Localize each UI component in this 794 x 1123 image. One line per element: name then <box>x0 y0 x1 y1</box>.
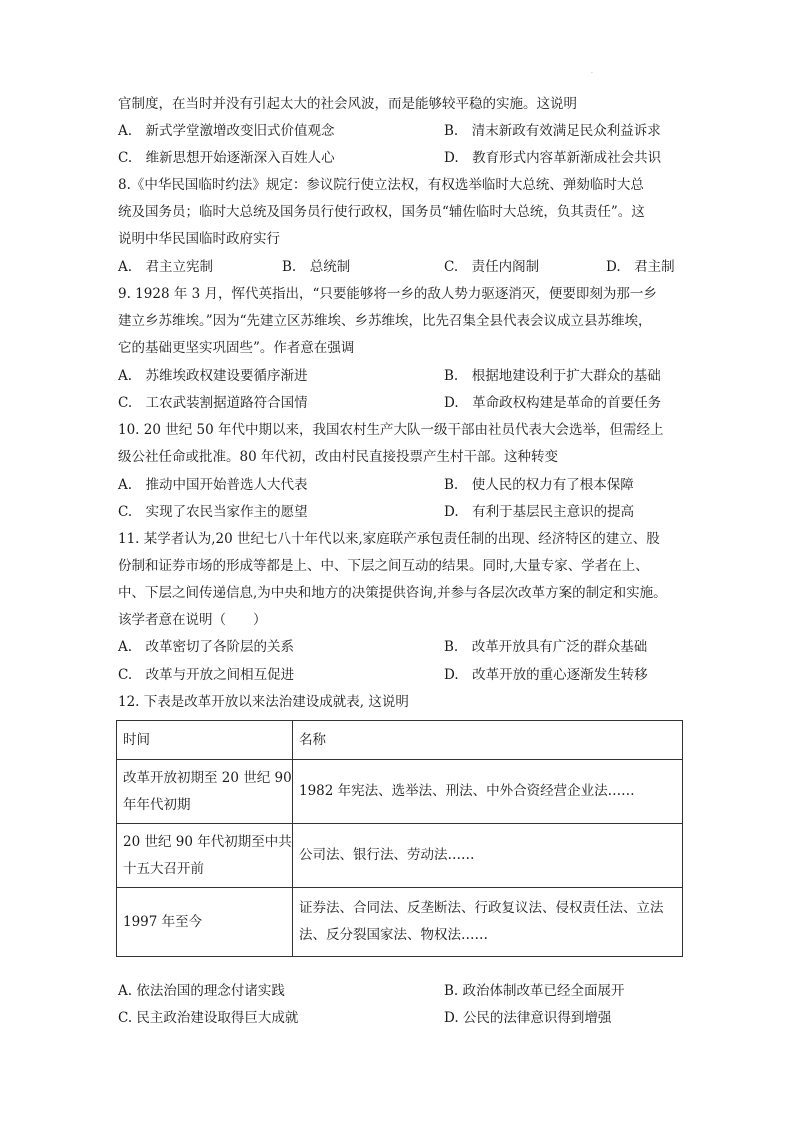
q9-option-d[interactable]: D. 革命政权构建是革命的首要任务 <box>444 395 662 411</box>
q12-option-d[interactable]: D. 公民的法律意识得到增强 <box>444 1010 612 1026</box>
q12-options-row-2 <box>118 1008 678 1028</box>
q8-stem-line-3: 说明中华民国临时政府实行 <box>118 231 280 247</box>
q7-option-c[interactable]: C. 维新思想开始逐渐深入百姓人心 <box>118 150 335 166</box>
q12-stem: 12. 下表是改革开放以来法治建设成就表, 这说明 <box>118 694 409 710</box>
q11-options-row-1 <box>118 637 678 657</box>
q7-options-row-1 <box>118 121 678 141</box>
q10-stem-line-1: 10. 20 世纪 50 年代中期以来，我国农村生产大队一级干部由社员代表大会选举，但需经上 <box>118 422 664 438</box>
row-2-time-line-2: 十五大召开前 <box>123 860 204 877</box>
q8-options-row <box>118 257 678 277</box>
row-1-time-line-2: 年年代初期 <box>123 796 191 813</box>
q11-stem-line-1: 11. 某学者认为,20 世纪七八十年代以来,家庭联产承包责任制的出现、经济特区的建立、股 <box>118 531 660 547</box>
row-3-names-line-2: 法、反分裂国家法、物权法…… <box>299 927 488 943</box>
q11-options-row-2 <box>118 665 678 685</box>
row-3-time <box>117 888 293 957</box>
q10-options-row-1 <box>118 475 678 495</box>
q11-option-c[interactable]: C. 改革与开放之间相互促进 <box>118 667 295 683</box>
table-row <box>117 760 683 824</box>
q7-option-d[interactable]: D. 教育形式内容革新渐成社会共识 <box>444 150 662 166</box>
q8-stem-line-1: 8.《中华民国临时约法》规定：参议院行使立法权，有权选举临时大总统、弹劾临时大总 <box>118 177 644 193</box>
q8-stem-line-2: 统及国务员；临时大总统及国务员行使行政权，国务员“辅佐临时大总统，负其责任”。这 <box>118 204 645 220</box>
q8-option-d[interactable]: D. 君主制 <box>606 259 675 275</box>
header-name: 名称 <box>293 721 683 760</box>
row-3-time-line-1: 1997 年至今 <box>123 913 203 930</box>
q11-stem-line-4: 该学者意在说明（ ） <box>118 612 267 628</box>
q10-option-c[interactable]: C. 实现了农民当家作主的愿望 <box>118 504 308 520</box>
q12-option-c[interactable]: C. 民主政治建设取得巨大成就 <box>118 1010 299 1026</box>
table-header-row <box>117 721 683 760</box>
row-2-names-line-1: 公司法、银行法、劳动法…… <box>299 847 475 863</box>
q12-option-a[interactable]: A. 依法治国的理念付诸实践 <box>118 983 285 999</box>
q11-stem-line-2: 份制和证券市场的形成等都是上、中、下层之间互动的结果。同时,大量专家、学者在上、 <box>118 558 649 574</box>
q11-option-d[interactable]: D. 改革开放的重心逐渐发生转移 <box>444 667 648 683</box>
row-3-names <box>293 888 683 957</box>
row-3-names-line-1: 证券法、合同法、反垄断法、行政复议法、侵权责任法、立法 <box>299 900 664 916</box>
q9-option-a[interactable]: A. 苏维埃政权建设要循序渐进 <box>118 368 308 384</box>
q11-option-b[interactable]: B. 改革开放具有广泛的群众基础 <box>444 639 648 655</box>
header-time: 时间 <box>117 721 293 760</box>
q9-options-row-1 <box>118 366 678 386</box>
table-row <box>117 888 683 957</box>
row-2-time-line-1: 20 世纪 90 年代初期至中共 <box>123 833 292 850</box>
q10-stem-line-2: 级公社任命或批准。80 年代初，改由村民直接投票产生村干部。这种转变 <box>118 449 558 465</box>
table-row <box>117 824 683 888</box>
page-mark: · <box>591 70 593 77</box>
q8-option-a[interactable]: A. 君主立宪制 <box>118 259 214 275</box>
q9-options-row-2 <box>118 393 678 413</box>
q9-option-b[interactable]: B. 根据地建设利于扩大群众的基础 <box>444 368 661 384</box>
q11-option-a[interactable]: A. 改革密切了各阶层的关系 <box>118 639 295 655</box>
q7-option-b[interactable]: B. 清末新政有效满足民众利益诉求 <box>444 123 661 139</box>
q9-stem-line-1: 9. 1928 年 3 月，恽代英指出，“只要能够将一乡的敌人势力驱逐消灭，便要即刻为那一乡 <box>118 286 657 302</box>
q8-option-c[interactable]: C. 责任内阁制 <box>444 259 540 275</box>
q12-option-b[interactable]: B. 政治体制改革已经全面展开 <box>444 983 625 999</box>
q9-option-c[interactable]: C. 工农武装割据道路符合国情 <box>118 395 308 411</box>
row-1-names <box>293 760 683 824</box>
q7-options-row-2 <box>118 148 678 168</box>
q9-stem-line-3: 它的基础更坚实巩固些”。作者意在强调 <box>118 340 355 356</box>
q10-options-row-2 <box>118 502 678 522</box>
q8-option-b[interactable]: B. 总统制 <box>282 259 351 275</box>
q11-stem-line-3: 中、下层之间传递信息,为中央和地方的决策提供咨询,并参与各层次改革方案的制定和实施。 <box>118 585 667 601</box>
row-1-time <box>117 760 293 824</box>
q7-stem-tail: 官制度，在当时并没有引起太大的社会风波，而是能够较平稳的实施。这说明 <box>118 96 577 112</box>
row-1-time-line-1: 改革开放初期至 20 世纪 90 <box>123 769 292 786</box>
q10-option-a[interactable]: A. 推动中国开始普选人大代表 <box>118 477 308 493</box>
q10-option-b[interactable]: B. 使人民的权力有了根本保障 <box>444 477 634 493</box>
law-achievements-table <box>116 720 683 957</box>
q12-options-row-1 <box>118 981 678 1001</box>
row-1-names-line-1: 1982 年宪法、选举法、刑法、中外合资经营企业法…… <box>299 783 635 799</box>
row-2-time <box>117 824 293 888</box>
q7-option-a[interactable]: A. 新式学堂激增改变旧式价值观念 <box>118 123 335 139</box>
q9-stem-line-2: 建立乡苏维埃。”因为“先建立区苏维埃、乡苏维埃，比先召集全县代表会议成立县苏维埃， <box>118 313 652 329</box>
q10-option-d[interactable]: D. 有利于基层民主意识的提高 <box>444 504 635 520</box>
row-2-names <box>293 824 683 888</box>
